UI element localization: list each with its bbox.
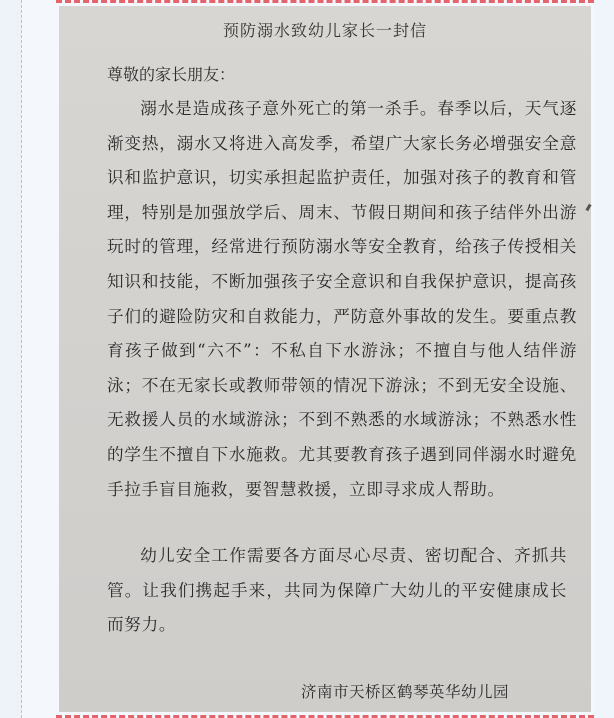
letter-photo (59, 6, 591, 712)
letter-greeting: 尊敬的家长朋友： (107, 65, 236, 84)
letter-paragraph-2: 幼儿安全工作需要各方面尽心尽责、密切配合、齐抓共管。让我们携起手来，共同为保障广大幼儿的平安健康成长而努力。 (107, 546, 567, 635)
letter-photo-frame (56, 0, 594, 718)
letter-title: 预防溺水致幼儿家长一封信 (222, 21, 427, 40)
page-right-margin (594, 0, 614, 718)
paper-edge-mark (585, 204, 591, 212)
letter-paragraph-1: 溺水是造成孩子意外死亡的第一杀手。春季以后，天气逐渐变热，溺水又将进入高发季，希望广大家长务必增强安全意识和监护意识，切实承担起监护责任，加强对孩子的教育和管理，特别是加强放学后、周末、节假日期间和孩子结伴外出游玩时的管理，经常进行预防溺水等安全教育，给孩子传授相关知识和技能，不断加强孩子安全意识和自我保护意识，提高孩子们的避险防灾和自救能力，严防意外事故的发生。要重点教育孩子做到“六不”：不私自下水游泳；不擅自与他人结伴游泳；不在无家长或教师带领的情况下游泳；不到无安全设施、无救援人员的水域游泳；不到不熟悉的水域游泳；不熟悉水性的学生不擅自下水施救。尤其要教育孩子遇到同伴溺水时避免手拉手盲目施救，要智慧救援，立即寻求成人帮助。 (107, 99, 577, 499)
page-left-margin (0, 0, 22, 718)
letter-signature: 济南市天桥区鹤琴英华幼儿园 (301, 683, 510, 701)
